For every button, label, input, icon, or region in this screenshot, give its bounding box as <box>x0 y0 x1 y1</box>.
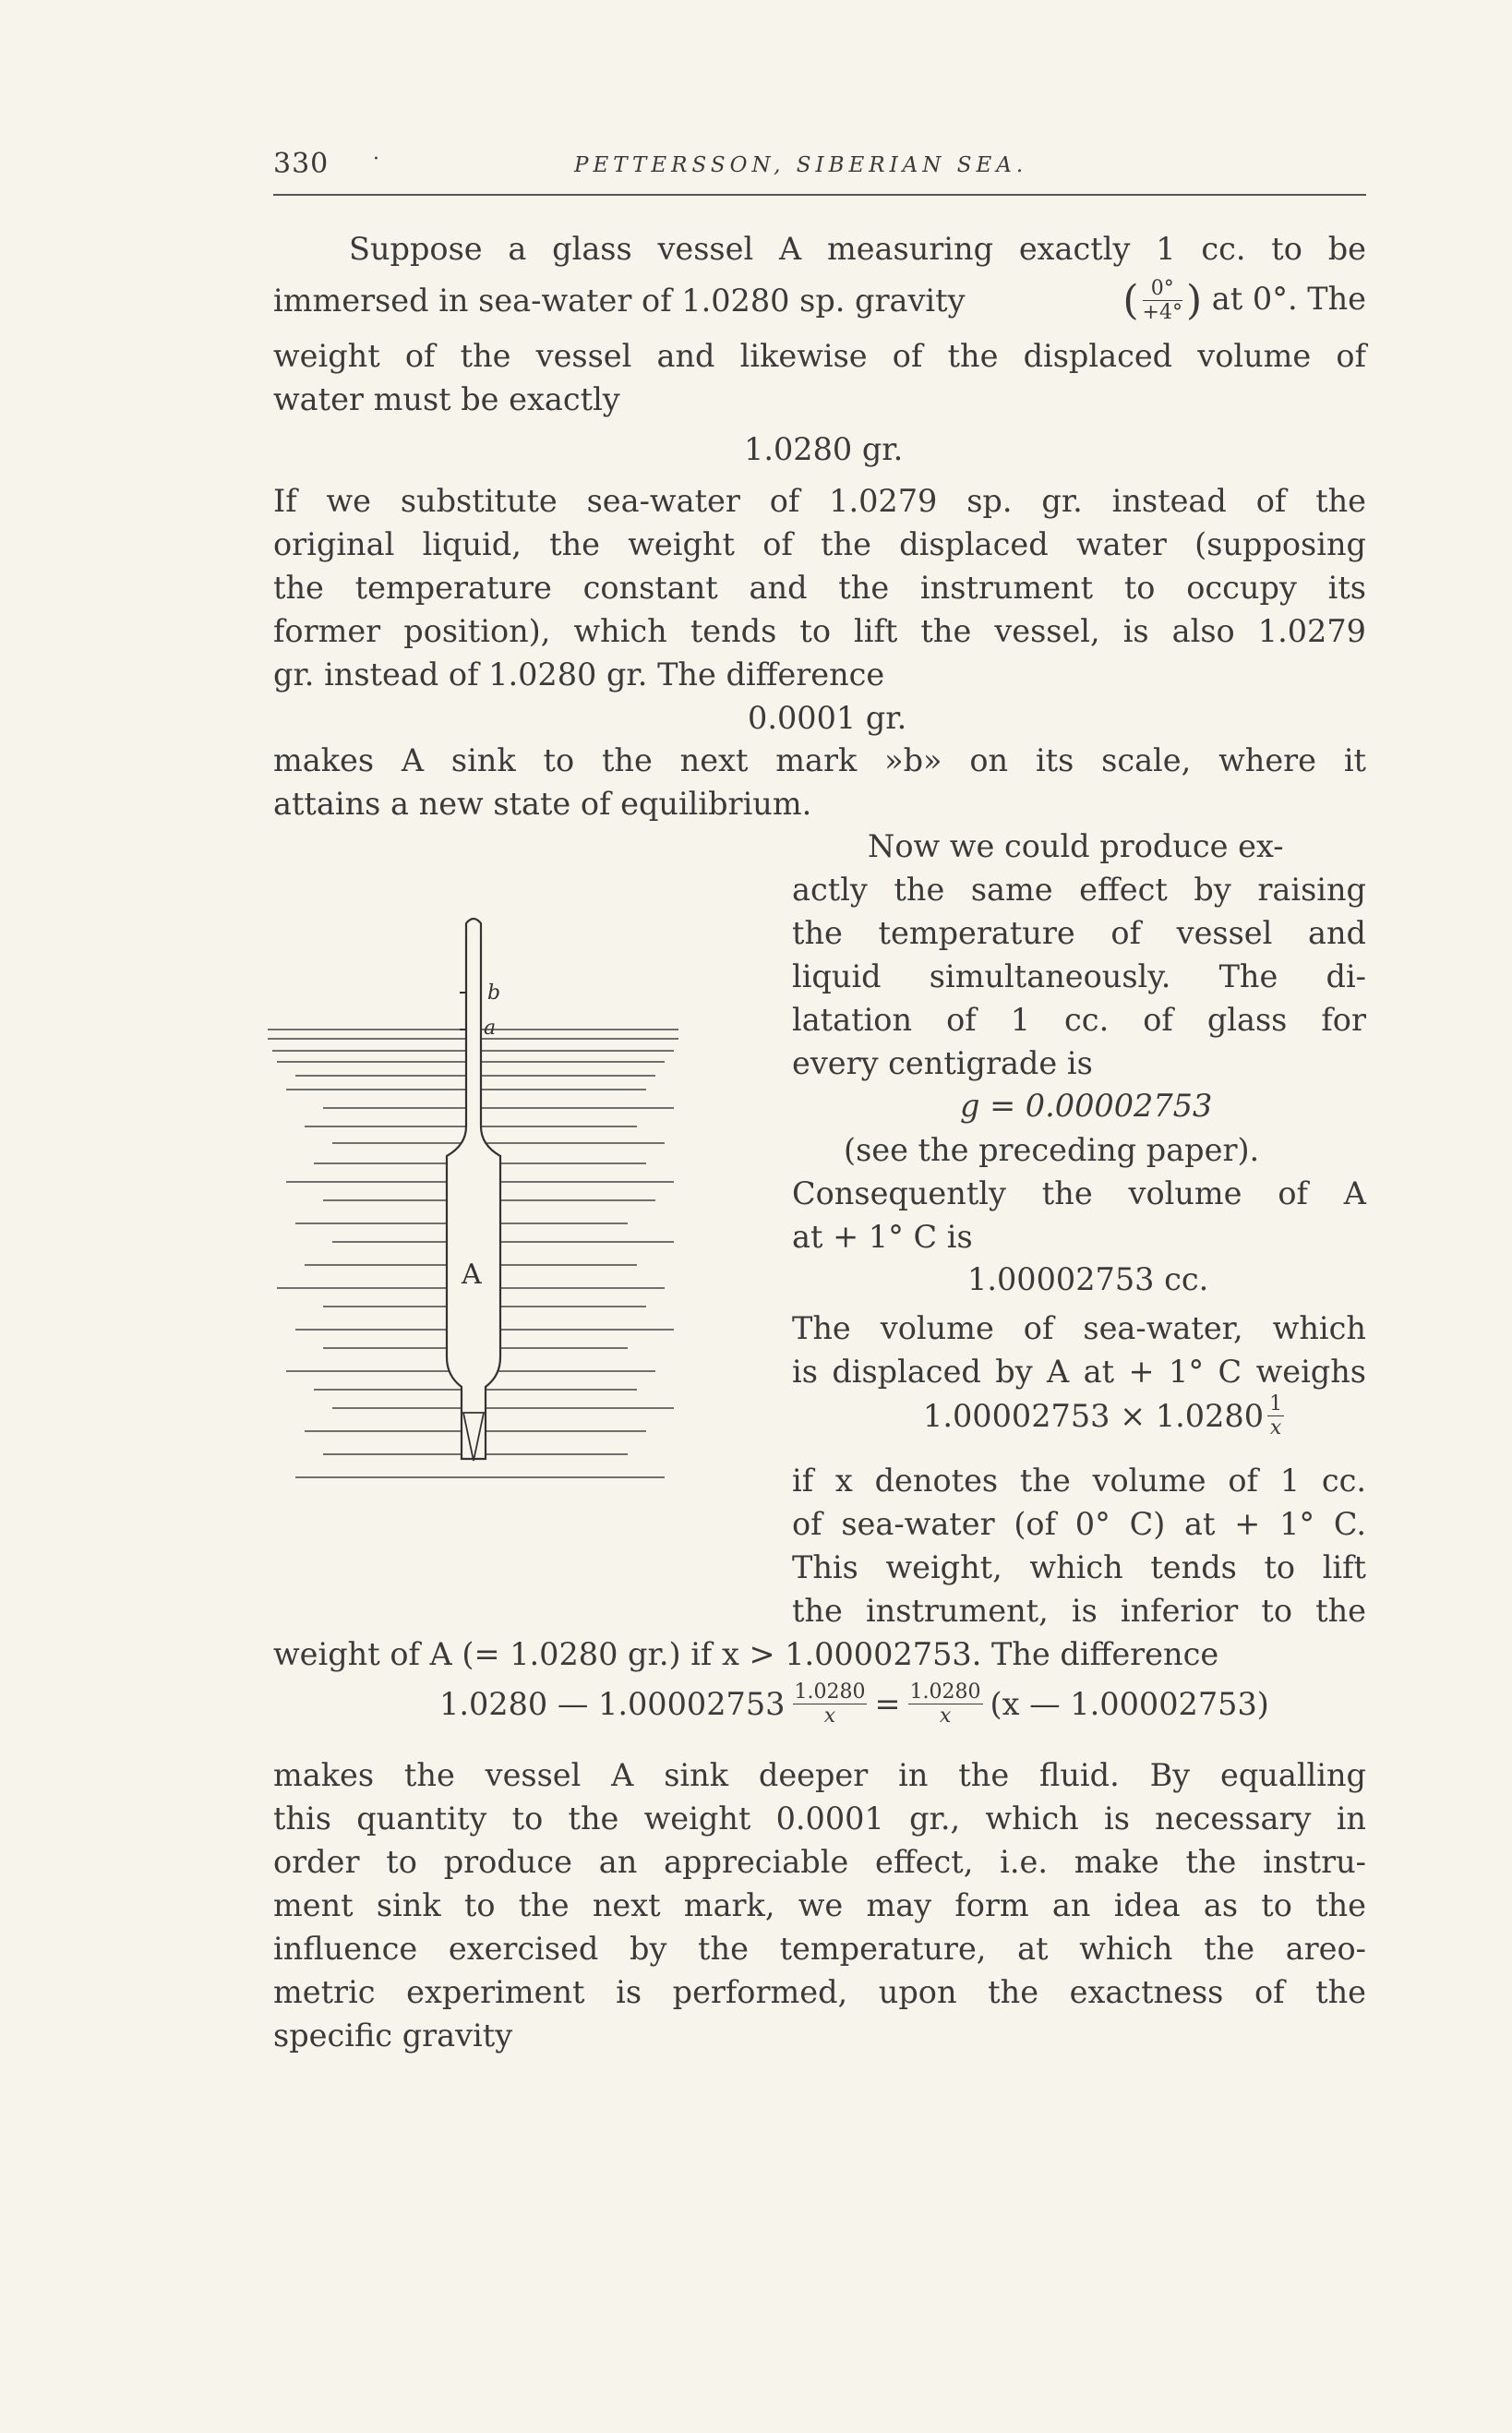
para3-line16: weight of A (= 1.0280 gr.) if x > 1.00002753. The difference <box>273 1636 1219 1672</box>
para1-line2 <box>273 279 1366 323</box>
para3-line12: if x denotes the volume of 1 cc. <box>792 1463 1366 1499</box>
para3-line7: (see the preceding paper). <box>844 1132 1260 1168</box>
formula-difference-expansion <box>439 1682 1269 1727</box>
para1-line4: water must be exactly <box>273 381 620 417</box>
gravity-fraction-group <box>1122 279 1366 323</box>
para2-line5: gr. instead of 1.0280 gr. The difference <box>273 656 885 693</box>
vessel-label-A: A <box>462 1259 482 1291</box>
para3-line11: is displaced by A at + 1° C weighs <box>792 1354 1366 1390</box>
para2-line7: attains a new state of equilibrium. <box>273 786 812 822</box>
para3-line5: latation of 1 cc. of glass for <box>792 1002 1366 1038</box>
gravity-fraction-num: 0° <box>1143 279 1182 301</box>
para3-line2: actly the same effect by raising <box>792 872 1366 908</box>
formula-diff-frac1-den: x <box>823 1704 836 1728</box>
formula-diff-left: 1.0280 — 1.00002753 <box>439 1686 786 1722</box>
para3-line8: Consequently the volume of A <box>792 1175 1366 1211</box>
areometer-figure <box>268 914 683 1524</box>
formula-diff-eq: = <box>874 1686 901 1722</box>
formula-diff-frac2-den: x <box>939 1704 952 1728</box>
gravity-fraction-den: +4° <box>1142 301 1182 324</box>
formula-g: g = 0.00002753 <box>960 1088 1213 1124</box>
areometer-diagram <box>268 914 683 1524</box>
para3-line14: This weight, which tends to lift <box>792 1549 1366 1585</box>
para4-line3: order to produce an appreciable effect, i.e. make the instru- <box>273 1844 1366 1880</box>
formula-weight: 1.0280 gr. <box>744 431 904 467</box>
scale-mark-b: b <box>487 982 501 1005</box>
page-number: 330 <box>273 148 330 180</box>
formula-weight-fraction-den: x <box>1269 1416 1282 1439</box>
para4-line5: influence exercised by the temperature, at which the areo- <box>273 1931 1366 1967</box>
gravity-fraction <box>1143 279 1182 323</box>
para3-line3: the temperature of vessel and <box>792 915 1366 951</box>
header-dot: · <box>373 148 379 171</box>
para3-line6: every centigrade is <box>792 1045 1093 1081</box>
para3-line10: The volume of sea-water, which <box>792 1310 1366 1346</box>
formula-diff-frac2 <box>908 1682 983 1727</box>
formula-volume: 1.00002753 cc. <box>967 1261 1209 1297</box>
formula-diff-frac1 <box>793 1682 868 1727</box>
formula-diff-frac1-num: 1.0280 <box>794 1680 866 1704</box>
para2-line6: makes A sink to the next mark »b» on its scale, where it <box>273 742 1366 778</box>
formula-diff-right: (x — 1.00002753) <box>990 1686 1269 1722</box>
formula-difference: 0.0001 gr. <box>748 700 907 736</box>
formula-weight-fraction-num: 1 <box>1269 1392 1283 1415</box>
para3-line1: Now we could produce ex- <box>868 828 1284 864</box>
para3-line4: liquid simultaneously. The di- <box>792 958 1366 994</box>
para2-line3: the temperature constant and the instrument to occupy its <box>273 570 1366 606</box>
para1-line3: weight of the vessel and likewise of the displaced volume of <box>273 338 1366 374</box>
para1-line2-text: immersed in sea-water of 1.0280 sp. gravity <box>273 283 966 319</box>
formula-weight-displaced <box>923 1394 1288 1439</box>
para4-line6: metric experiment is performed, upon the exactness of the <box>273 1974 1366 2010</box>
para4-line1: makes the vessel A sink deeper in the fluid. By equalling <box>273 1757 1366 1793</box>
para2-line1: If we substitute sea-water of 1.0279 sp. gr. instead of the <box>273 483 1366 519</box>
para4-line4: ment sink to the next mark, we may form an idea as to the <box>273 1887 1366 1923</box>
formula-weight-fraction <box>1267 1394 1284 1439</box>
para3-line9: at + 1° C is <box>792 1219 973 1255</box>
running-title: PETTERSSON, SIBERIAN SEA. <box>574 153 1028 177</box>
para3-line15: the instrument, is inferior to the <box>792 1593 1366 1629</box>
para1-line2-end: at 0°. The <box>1211 281 1366 317</box>
para4-line7: specific gravity <box>273 2017 513 2054</box>
formula-weight-displaced-text: 1.00002753 × 1.0280 <box>923 1398 1265 1434</box>
para3-line13: of sea-water (of 0° C) at + 1° C. <box>792 1506 1366 1542</box>
paren-open: ( <box>1122 277 1139 324</box>
formula-diff-frac2-num: 1.0280 <box>909 1680 981 1704</box>
para1-line1: Suppose a glass vessel A measuring exactly 1 cc. to be <box>349 231 1366 267</box>
para4-line2: this quantity to the weight 0.0001 gr., which is necessary in <box>273 1801 1366 1837</box>
scale-mark-a: a <box>484 1017 497 1040</box>
para2-line4: former position), which tends to lift the vessel, is also 1.0279 <box>273 613 1366 649</box>
paren-close: ) <box>1185 277 1203 324</box>
running-header <box>273 144 1366 196</box>
para2-line2: original liquid, the weight of the displaced water (supposing <box>273 526 1366 562</box>
